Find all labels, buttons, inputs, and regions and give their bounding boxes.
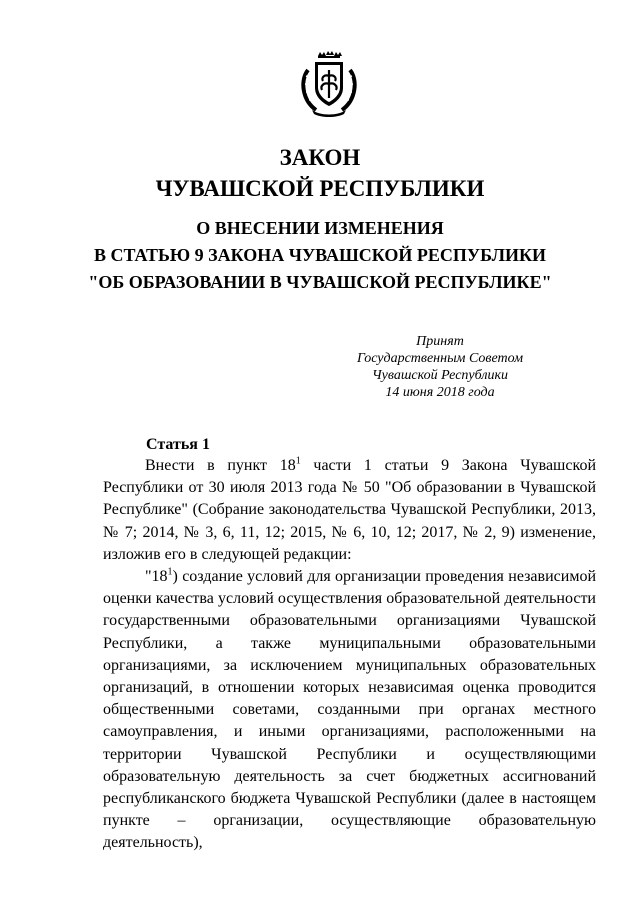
article-paragraph-2 bbox=[103, 566, 596, 855]
law-title: ЗАКОН bbox=[279, 145, 361, 170]
p1-superscript: 1 bbox=[295, 455, 301, 467]
law-title-republic: ЧУВАШСКОЙ РЕСПУБЛИКИ bbox=[155, 176, 485, 201]
p1-text-end: части 1 статьи 9 Закона Чувашской Республики от 30 июля 2013 года № 50 "Об образовании в Чувашской Республике" (Собрание законодательства Чувашской Республики, 2013, № 7; 2014, № 3, 6, 11, 12; 2015, № 6, 10, 12; 2017, № 2, 9) изменение, изложив его в следующей редакции: bbox=[103, 457, 597, 563]
adopted-label: Принят bbox=[416, 334, 464, 349]
law-subtitle-line1: О ВНЕСЕНИИ ИЗМЕНЕНИЯ bbox=[196, 218, 444, 238]
adopted-date: 14 июня 2018 года bbox=[385, 385, 495, 400]
adopted-by-republic: Чувашской Республики bbox=[372, 368, 508, 383]
adoption-block bbox=[330, 333, 550, 401]
p2-superscript: 1 bbox=[167, 566, 173, 578]
p2-text-start: "18 bbox=[145, 568, 168, 586]
p1-text-start: Внести в пункт 18 bbox=[145, 457, 296, 474]
article-heading: Статья 1 bbox=[146, 436, 210, 453]
p2-text-end: ) создание условий для организации проведения независимой оценки качества условий осуществления образовательной деятельности государственными образовательными организациями Чувашской Республики, а также муниципальными образовательными организациями, за исключением муниципальных образовательных организаций, в отношении которых независимая оценка проводится общественными советами, созданными при органах местного самоуправления, и иными организациями, расположенными на территории Чувашской Республики и осуществляющими образовательную деятельность за счет бюджетных ассигнований республиканского бюджета Чувашской Республики (далее в настоящем пункте – организации, осуществляющие образовательную деятельность), bbox=[103, 568, 596, 852]
law-subtitle-line2: В СТАТЬЮ 9 ЗАКОНА ЧУВАШСКОЙ РЕСПУБЛИКИ bbox=[93, 245, 547, 265]
article-body bbox=[103, 455, 596, 855]
article-paragraph-1 bbox=[103, 455, 596, 566]
coat-of-arms-icon bbox=[298, 50, 360, 118]
law-subtitle-line3: "ОБ ОБРАЗОВАНИИ В ЧУВАШСКОЙ РЕСПУБЛИКЕ" bbox=[88, 272, 552, 292]
adopted-by: Государственным Советом bbox=[356, 351, 524, 366]
